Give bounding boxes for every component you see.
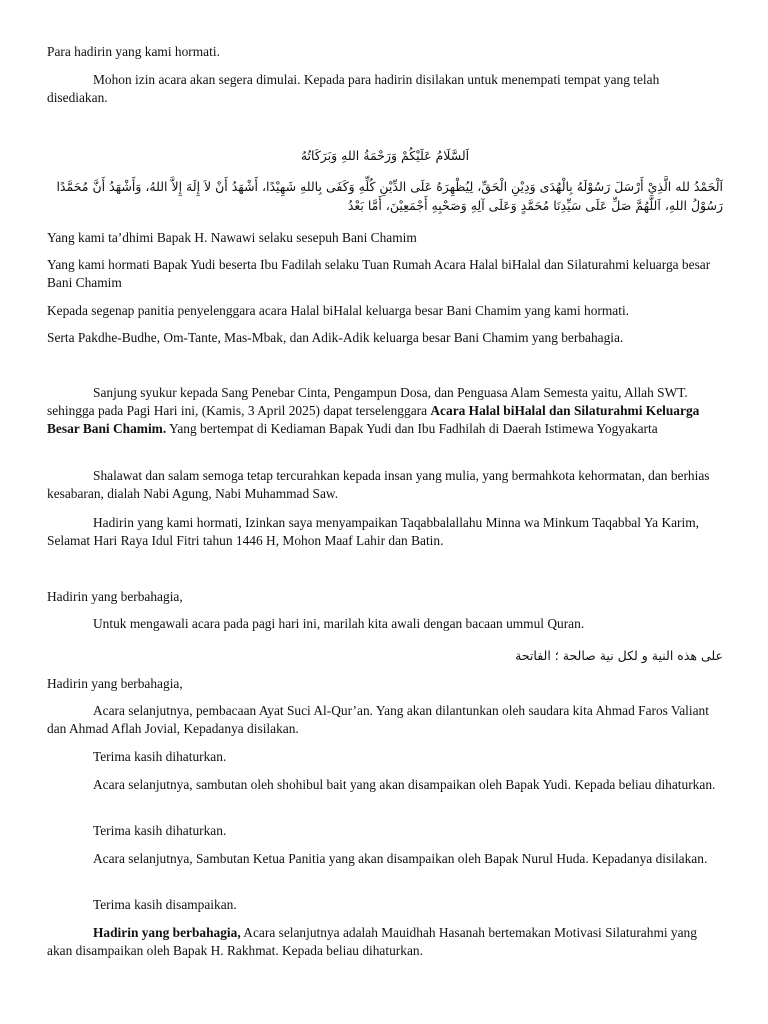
hadirin-heading-1: Hadirin yang berbahagia, [47, 589, 183, 604]
sanjung-text: Sanjung syukur kepada Sang Penebar Cinta, Pengampun Dosa, dan Penguasa Alam Semesta yaitu, Allah SWT. sehingga pada Pagi Hari ini, (Kamis, 3 April 2025) dapat terselenggara [47, 385, 688, 418]
arabic-salam: اَلسَّلَامُ عَلَيْكُمْ وَرَحْمَةُ اللهِ وَبَرَكَاتُهُ [300, 148, 470, 163]
mauidhah-paragraph [47, 924, 723, 960]
taqabbal-paragraph: Hadirin yang kami hormati, Izinkan saya menyampaikan Taqabbalallahu Minna wa Minkum Taqabbal Ya Karim, Selamat Hari Raya Idul Fitri tahun 1446 H, Mohon Maaf Lahir dan Batin. [47, 515, 700, 548]
event-name: Acara Halal biHalal dan Silaturahmi Keluarga Besar Bani Chamim. [47, 403, 700, 436]
thanks-line-2: Terima kasih dihaturkan. [93, 823, 227, 838]
arabic-fatihah: على هذه النية و لكل نية صالحة ؛ الفاتحة [515, 648, 723, 663]
thanks-line-1: Terima kasih dihaturkan. [93, 749, 227, 764]
greeting-line-4: Serta Pakdhe-Budhe, Om-Tante, Mas-Mbak, dan Adik-Adik keluarga besar Bani Chamim yang berbahagia. [47, 330, 624, 345]
greeting-line-3: Kepada segenap panitia penyelenggara acara Halal biHalal keluarga besar Bani Chamim yang kami hormati. [47, 303, 630, 318]
venue-text: Yang bertempat di Kediaman Bapak Yudi dan Ibu Fadhilah di Daerah Istimewa Yogyakarta [166, 421, 658, 436]
greeting-line-1: Yang kami ta’dhimi Bapak H. Nawawi selaku sesepuh Bani Chamim [47, 230, 417, 245]
thanks-line-3: Terima kasih disampaikan. [93, 897, 237, 912]
hadirin-heading-2: Hadirin yang berbahagia, [47, 676, 183, 691]
sanjung-syukur-paragraph [47, 384, 723, 438]
arabic-hamdalah: اَلْحَمْدُ لله الَّذِيْ أَرْسَلَ رَسُوْلَهُ بِالْهُدَى وَدِيْنِ الْحَقِّ، لِيُظْهِرَهُ عَلَى الدِّيْنِ كُلِّهِ وَكَفَى بِاللهِ شَهِيْدًا، أَشْهَدُ أَنْ لاَ إِلَهَ إِلاَّ اللهُ، وَأَشْهَدُ أَنَّ مُحَمَّدًا رَسُوْلُ اللهِ، اَللَّهُمَّ صَلِّ عَلَى سَيِّدِنَا مُحَمَّدٍ وَعَلَى آلِهِ وَصَحْبِهِ أَجْمَعِيْنَ، أَمَّا بَعْدُ [56, 179, 723, 213]
ummul-quran-paragraph: Untuk mengawali acara pada pagi hari ini, marilah kita awali dengan bacaan ummul Quran. [93, 616, 585, 631]
host-speech-paragraph: Acara selanjutnya, sambutan oleh shohibul bait yang akan disampaikan oleh Bapak Yudi. Kepada beliau dihaturkan. [93, 777, 716, 792]
mauidhah-text: Acara selanjutnya adalah Mauidhah Hasanah bertemakan Motivasi Silaturahmi yang akan disampaikan oleh Bapak H. Rakhmat. Kepada beliau dihaturkan. [47, 925, 697, 958]
greeting-line-2: Yang kami hormati Bapak Yudi beserta Ibu Fadilah selaku Tuan Rumah Acara Halal biHalal dan Silaturahmi keluarga besar Bani Chamim [47, 257, 711, 290]
opening-address: Para hadirin yang kami hormati. [47, 44, 220, 59]
opening-paragraph: Mohon izin acara akan segera dimulai. Kepada para hadirin disilakan untuk menempati tempat yang telah disediakan. [47, 72, 660, 105]
quran-reading-paragraph: Acara selanjutnya, pembacaan Ayat Suci Al-Qur’an. Yang akan dilantunkan oleh saudara kita Ahmad Faros Valiant dan Ahmad Aflah Jovial, Kepadanya disilakan. [47, 703, 709, 736]
shalawat-paragraph: Shalawat dan salam semoga tetap tercurahkan kepada insan yang mulia, yang bermahkota kehormatan, dan berhias kesabaran, dialah Nabi Agung, Nabi Muhammad Saw. [47, 468, 710, 501]
mauidhah-lead: Hadirin yang berbahagia, [93, 925, 241, 940]
committee-speech-paragraph: Acara selanjutnya, Sambutan Ketua Panitia yang akan disampaikan oleh Bapak Nurul Huda. Kepadanya disilakan. [93, 851, 708, 866]
